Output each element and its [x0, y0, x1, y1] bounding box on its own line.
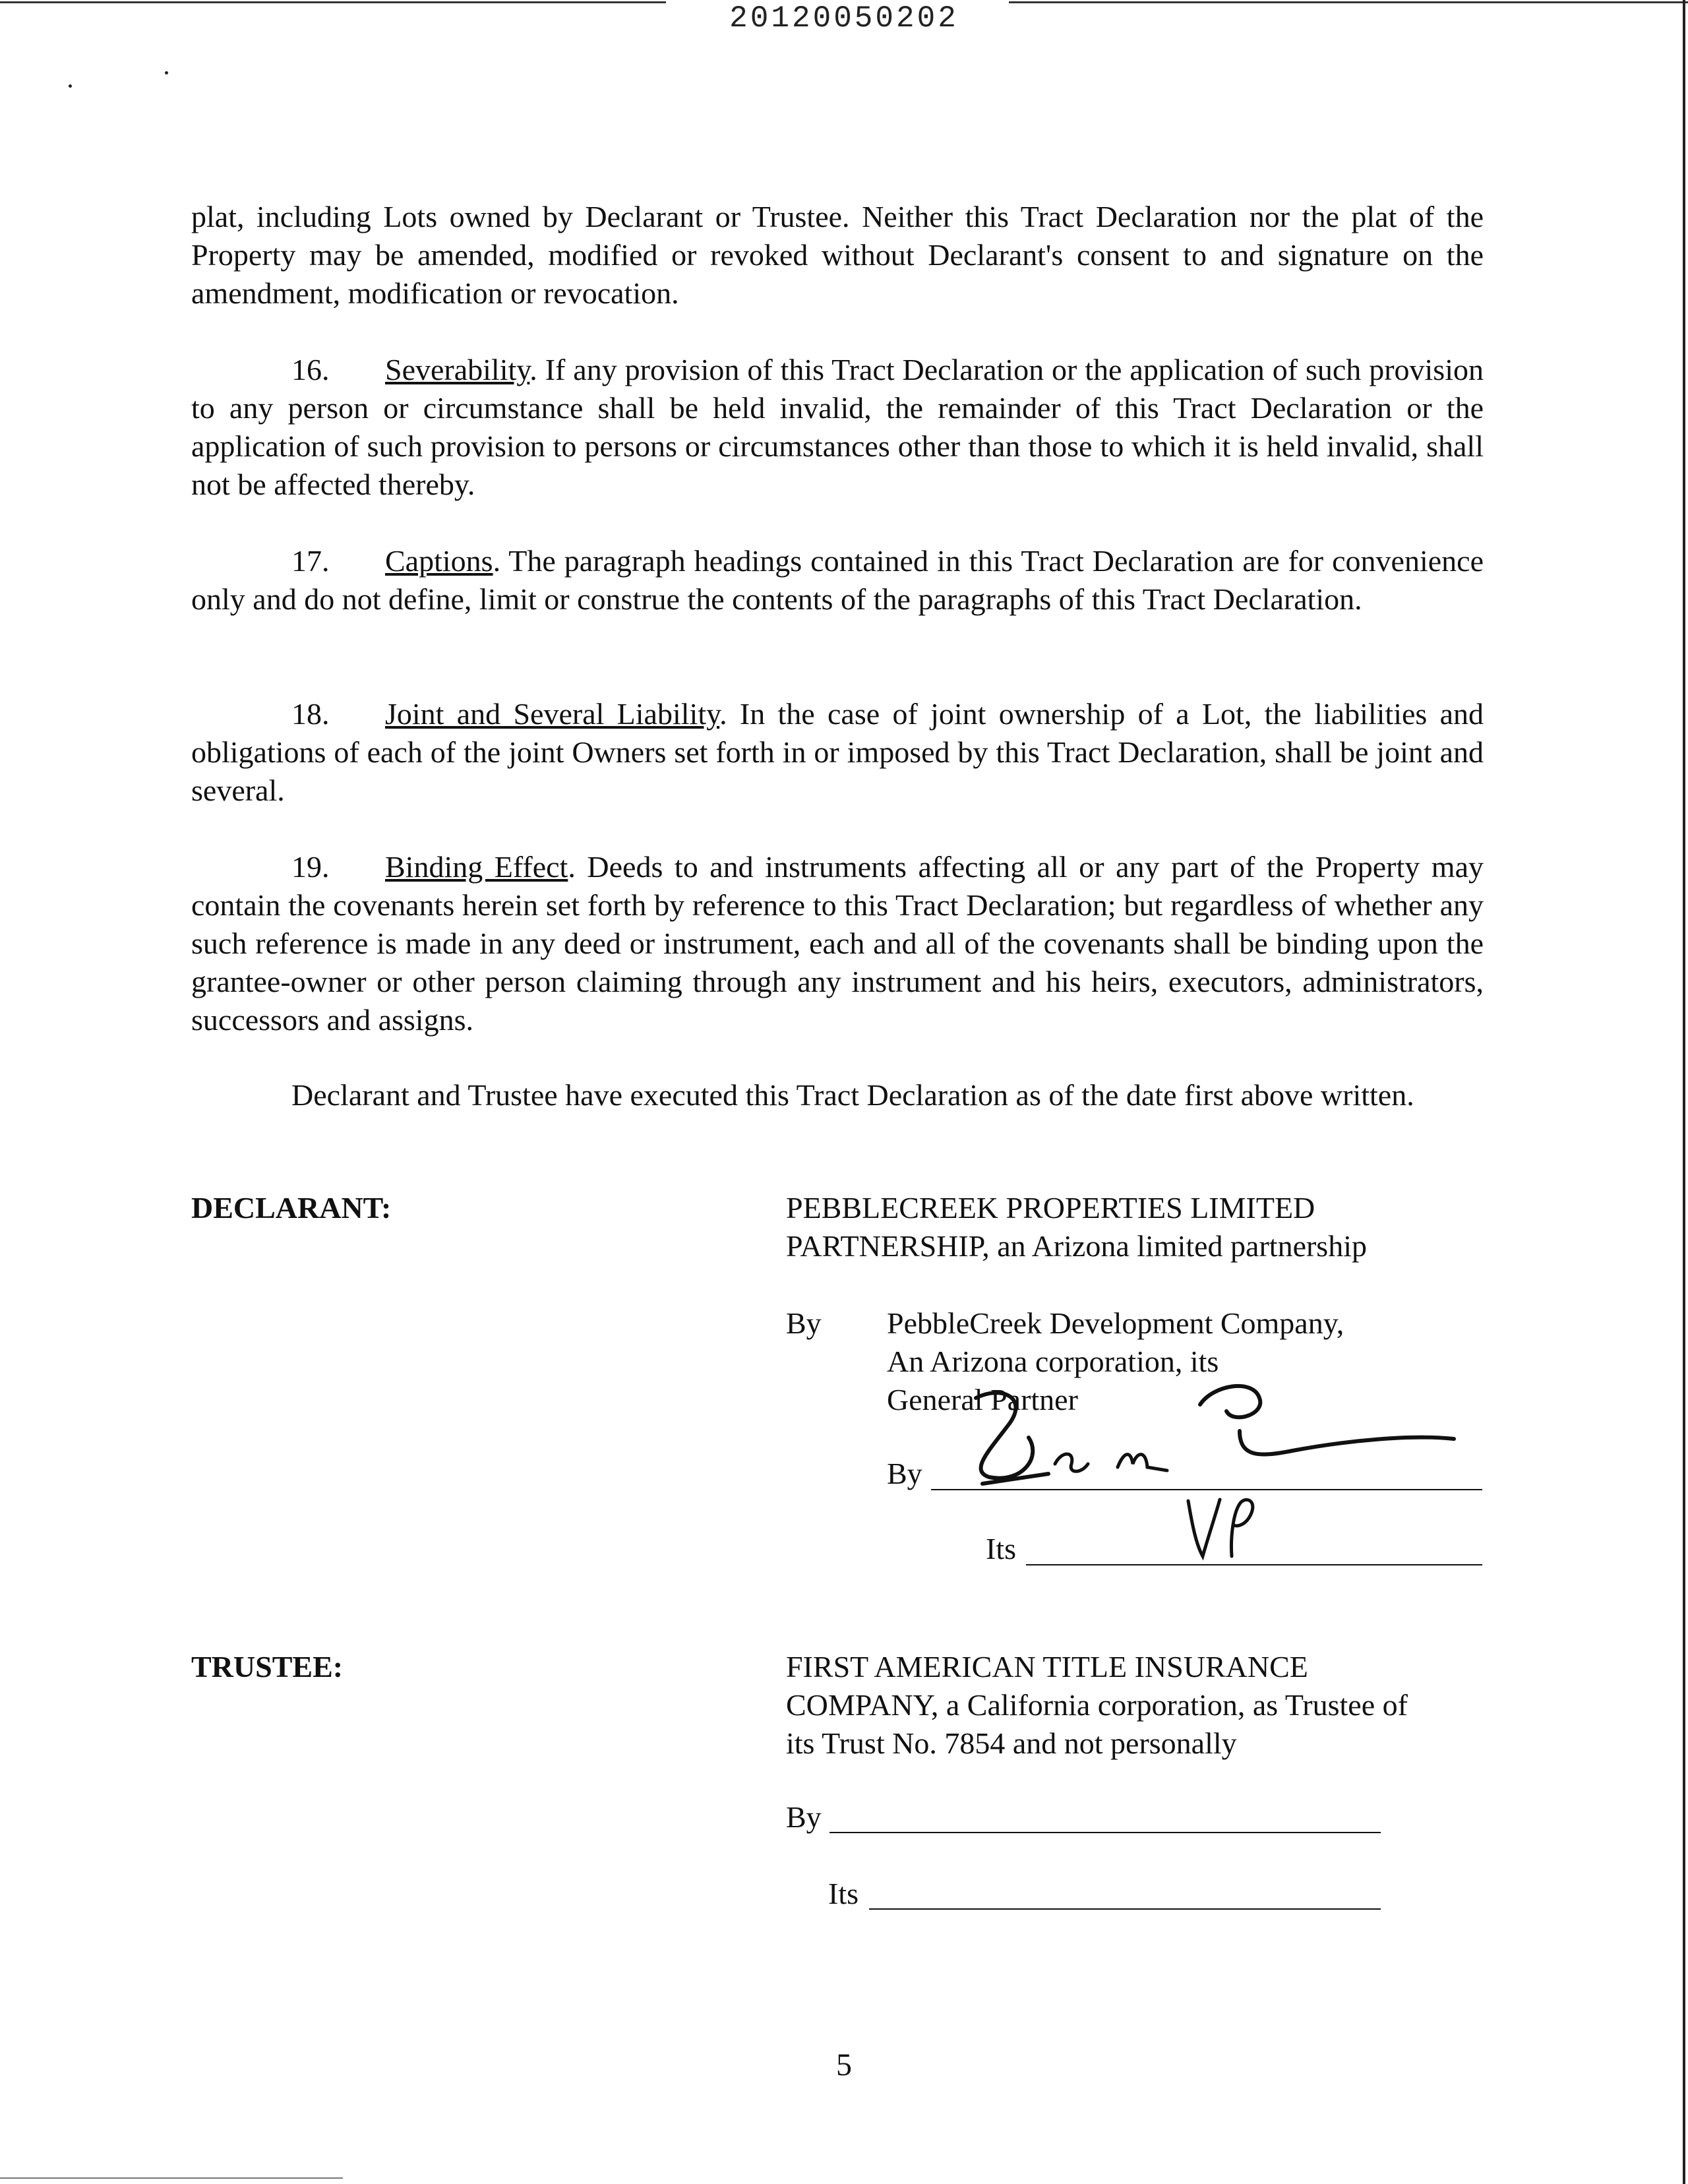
paragraph-16 — [191, 351, 1484, 504]
general-partner-line1: PebbleCreek Development Company, — [887, 1306, 1344, 1340]
closing-text: Declarant and Trustee have executed this Tract Declaration as of the date first above written. — [291, 1078, 1414, 1112]
trustee-its-label: Its — [828, 1877, 859, 1910]
closing-paragraph — [191, 1076, 1484, 1114]
trustee-label: TRUSTEE: — [191, 1650, 344, 1684]
paragraph-text: . Deeds to and instruments affecting all or any part of the Property may contain the covenants herein set forth by reference to this Tract Declaration; but regardless of whether any such reference is made in any deed or instrument, each and all of the covenants shall be binding upon the grantee-owner or other person claiming through any instrument and his heirs, executors, administrators, successors and assigns. — [191, 850, 1484, 1037]
paragraph-text: . If any provision of this Tract Declaration or the application of such provision to any person or circumstance shall be held invalid, the remainder of this Tract Declaration or the application of such provision to persons or circumstances other than those to which it is held invalid, shall not be affected thereby. — [191, 353, 1484, 501]
trustee-signature-line — [829, 1832, 1381, 1833]
declarant-entity-line1: PEBBLECREEK PROPERTIES LIMITED — [786, 1191, 1315, 1225]
scan-speck — [69, 84, 72, 88]
declarant-its-label: Its — [986, 1532, 1016, 1565]
declarant-entity-line2: PARTNERSHIP, an Arizona limited partnership — [786, 1229, 1367, 1263]
trustee-entity-line3: its Trust No. 7854 and not personally — [786, 1726, 1237, 1760]
declarant-by-label: By — [786, 1306, 822, 1340]
declarant-signer-by-label: By — [887, 1457, 922, 1490]
footer-rule — [0, 2177, 343, 2179]
trustee-its-line — [869, 1908, 1381, 1910]
general-partner-line2: An Arizona corporation, its — [887, 1345, 1219, 1378]
paragraph-18 — [191, 695, 1484, 810]
section-title: Joint and Several Liability — [385, 697, 720, 731]
paragraph-19 — [191, 848, 1484, 1039]
paragraph-number: 16. — [291, 353, 330, 386]
paragraph-number: 19. — [291, 850, 330, 884]
trustee-entity-line2: COMPANY, a California corporation, as Trustee of — [786, 1688, 1408, 1722]
trustee-entity-line1: FIRST AMERICAN TITLE INSURANCE — [786, 1650, 1308, 1684]
declarant-label: DECLARANT: — [191, 1191, 392, 1225]
paragraph-number: 17. — [291, 544, 330, 578]
page-number: 5 — [836, 2048, 852, 2082]
document-number: 20120050202 — [729, 1, 959, 36]
paragraph-number: 18. — [291, 697, 330, 731]
scan-edge — [1683, 0, 1685, 2184]
scan-speck — [165, 71, 168, 75]
section-title: Binding Effect — [385, 850, 568, 884]
paragraph-text: . In the case of joint ownership of a Lot, the liabilities and obligations of each of the joint Owners set forth in or imposed by this Tract Declaration, shall be joint and several. — [191, 697, 1484, 807]
paragraph-15-continued: plat, including Lots owned by Declarant or Trustee. Neither this Tract Declaration nor the plat of the Property may be amended, modified or revoked without Declarant's consent to and signature on the amendment, modification or revocation. — [191, 200, 1484, 310]
paragraph-17 — [191, 542, 1484, 619]
section-title: Severability — [385, 353, 530, 386]
trustee-by-label: By — [786, 1800, 822, 1834]
general-partner-line3: General Partner — [887, 1383, 1078, 1416]
paragraph-text: . The paragraph headings contained in this Tract Declaration are for convenience only and do not define, limit or construe the contents of the paragraphs of this Tract Declaration. — [191, 544, 1484, 616]
section-title: Captions — [385, 544, 493, 578]
